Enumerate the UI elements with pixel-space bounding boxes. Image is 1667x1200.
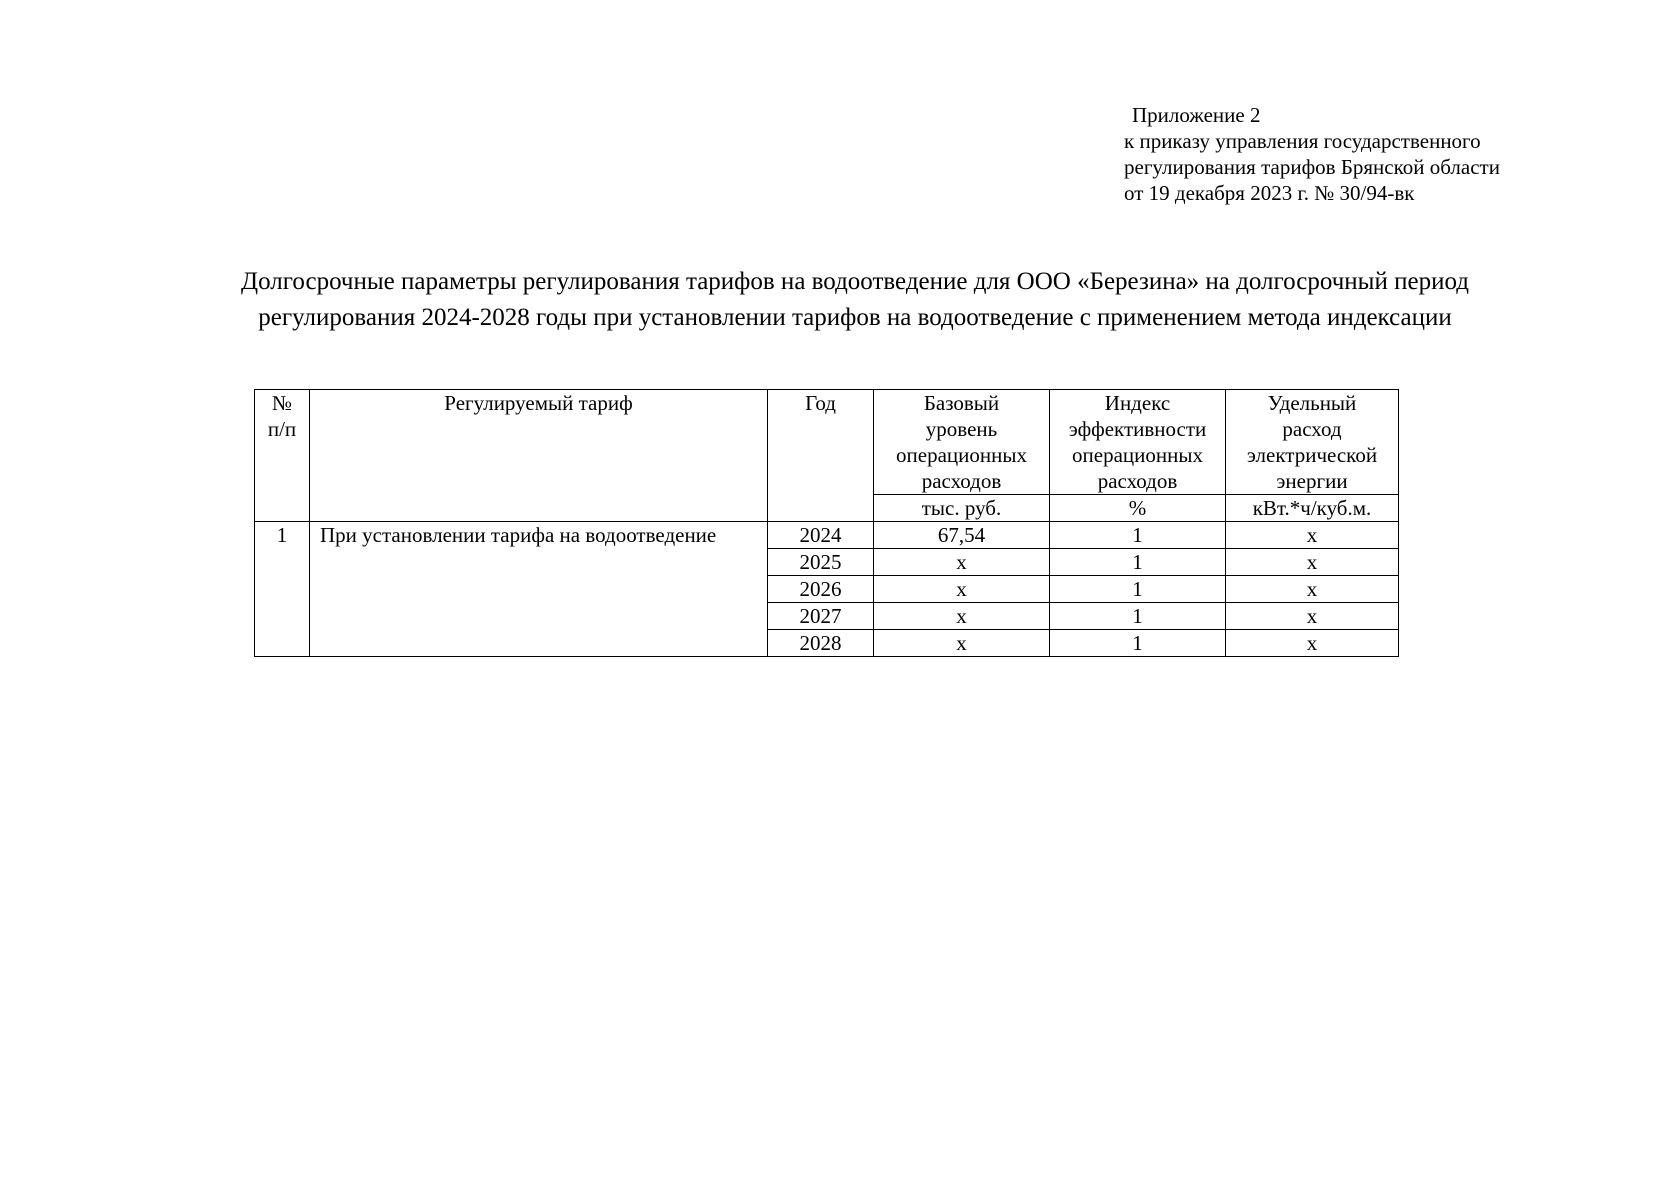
unit-efficiency-index: % bbox=[1050, 495, 1226, 522]
annex-line-4: от 19 декабря 2023 г. № 30/94-вк bbox=[1124, 181, 1415, 205]
header-year: Год bbox=[768, 390, 874, 522]
annex-line-1: Приложение 2 bbox=[1132, 103, 1261, 127]
cell-efficiency-index: 1 bbox=[1050, 603, 1226, 630]
annex-line-3: регулирования тарифов Брянской области bbox=[1124, 155, 1500, 179]
annex-header bbox=[1124, 102, 1500, 206]
cell-base-level: х bbox=[874, 630, 1050, 657]
cell-base-level: 67,54 bbox=[874, 522, 1050, 549]
cell-year: 2024 bbox=[768, 522, 874, 549]
cell-energy-consumption: х bbox=[1226, 630, 1399, 657]
unit-energy-consumption: кВт.*ч/куб.м. bbox=[1226, 495, 1399, 522]
row-number: 1 bbox=[255, 522, 310, 657]
cell-energy-consumption: х bbox=[1226, 576, 1399, 603]
header-tariff: Регулируемый тариф bbox=[310, 390, 768, 522]
table-row bbox=[255, 522, 1399, 549]
parameters-table bbox=[254, 389, 1399, 657]
cell-base-level: х bbox=[874, 603, 1050, 630]
cell-year: 2025 bbox=[768, 549, 874, 576]
cell-efficiency-index: 1 bbox=[1050, 576, 1226, 603]
cell-efficiency-index: 1 bbox=[1050, 549, 1226, 576]
document-title bbox=[160, 264, 1550, 336]
title-line-2: регулирования 2024-2028 годы при установлении тарифов на водоотведение с применением метода индексации bbox=[258, 304, 1452, 331]
cell-energy-consumption: х bbox=[1226, 603, 1399, 630]
cell-base-level: х bbox=[874, 576, 1050, 603]
cell-efficiency-index: 1 bbox=[1050, 522, 1226, 549]
header-efficiency-index: Индекс эффективности операционных расходов bbox=[1050, 390, 1226, 495]
cell-energy-consumption: х bbox=[1226, 522, 1399, 549]
title-line-1: Долгосрочные параметры регулирования тарифов на водоотведение для ООО «Березина» на долгосрочный период bbox=[241, 268, 1469, 295]
header-base-level: Базовый уровень операционных расходов bbox=[874, 390, 1050, 495]
cell-year: 2027 bbox=[768, 603, 874, 630]
cell-year: 2026 bbox=[768, 576, 874, 603]
unit-base-level: тыс. руб. bbox=[874, 495, 1050, 522]
cell-energy-consumption: х bbox=[1226, 549, 1399, 576]
cell-base-level: х bbox=[874, 549, 1050, 576]
cell-year: 2028 bbox=[768, 630, 874, 657]
row-tariff: При установлении тарифа на водоотведение bbox=[310, 522, 768, 657]
table-header-row bbox=[255, 390, 1399, 495]
header-energy-consumption: Удельный расход электрической энергии bbox=[1226, 390, 1399, 495]
header-number: № п/п bbox=[255, 390, 310, 522]
annex-line-2: к приказу управления государственного bbox=[1124, 129, 1481, 153]
cell-efficiency-index: 1 bbox=[1050, 630, 1226, 657]
